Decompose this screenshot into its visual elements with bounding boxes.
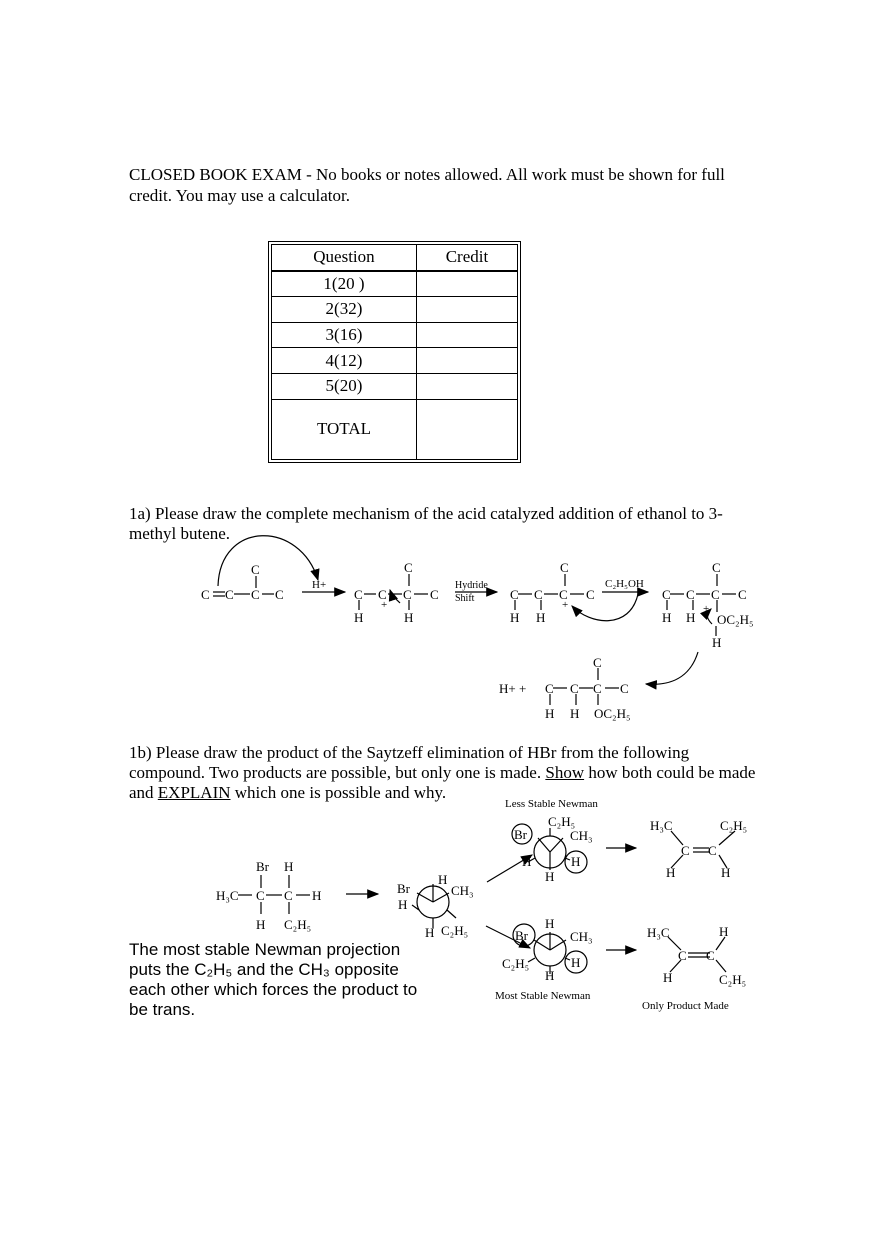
ethoxy-label: OC₂H₅ xyxy=(594,706,631,721)
atom-label: H xyxy=(312,888,322,903)
atom-label: CH₃ xyxy=(570,929,593,944)
newman-explanation: The most stable Newman projection puts the C₂H₅ and the CH₃ opposite each other which forces the product to be trans. xyxy=(129,940,418,1019)
atom-label: Br xyxy=(514,827,527,842)
atom-label: C xyxy=(256,888,265,903)
hplus-byproduct: H+ + xyxy=(499,681,527,696)
atom-label: H xyxy=(510,610,520,625)
atom-label: C xyxy=(545,681,554,696)
atom-label: C xyxy=(251,562,260,577)
atom-label: H xyxy=(256,917,266,932)
atom-label: H xyxy=(662,610,672,625)
show-emphasis: Show xyxy=(545,763,585,782)
atom-label: C xyxy=(706,948,715,963)
atom-label: H xyxy=(284,859,294,874)
charge-plus: + xyxy=(703,603,710,615)
atom-label: H xyxy=(686,610,696,625)
header-credit: Credit xyxy=(416,245,517,271)
question-1: 1(20 ) xyxy=(272,271,417,297)
ethanol-reagent: C₂H₅OH xyxy=(605,578,644,590)
atom-label: C xyxy=(201,587,210,602)
only-product-label: Only Product Made xyxy=(642,1000,729,1012)
hydride-label: Hydride xyxy=(455,580,488,591)
atom-label: C xyxy=(510,587,519,602)
atom-label: H xyxy=(666,865,676,880)
ethoxy-label: OC₂H₅ xyxy=(717,612,754,627)
atom-label: C xyxy=(403,587,412,602)
header-question: Question xyxy=(272,245,417,271)
atom-label: C xyxy=(560,560,569,575)
atom-label: C xyxy=(378,587,387,602)
atom-label: H xyxy=(719,924,729,939)
less-stable-label: Less Stable Newman xyxy=(505,798,598,810)
atom-label: H xyxy=(570,706,580,721)
atom-label: C xyxy=(662,587,671,602)
atom-label: C xyxy=(711,587,720,602)
atom-label: C xyxy=(251,587,260,602)
atom-label: H xyxy=(425,925,435,940)
atom-label: H xyxy=(404,610,414,625)
shift-label: Shift xyxy=(455,593,475,604)
atom-label: H xyxy=(712,635,722,650)
atom-label: C xyxy=(686,587,695,602)
atom-label: C₂H₅ xyxy=(548,814,576,829)
atom-label: C₂H₅ xyxy=(720,818,748,833)
atom-label: C xyxy=(738,587,747,602)
atom-label: H₃C xyxy=(216,888,239,903)
atom-label: Br xyxy=(515,928,528,943)
atom-label: C xyxy=(534,587,543,602)
atom-label: C xyxy=(225,587,234,602)
atom-label: H xyxy=(721,865,731,880)
question-1a-text: 1a) Please draw the complete mechanism of the acid catalyzed addition of ethanol to 3-methyl butene. xyxy=(129,504,723,543)
question-4: 4(12) xyxy=(272,348,417,374)
atom-label: H xyxy=(536,610,546,625)
atom-label: C xyxy=(404,560,413,575)
question-5: 5(20) xyxy=(272,373,417,399)
atom-label: C xyxy=(678,948,687,963)
atom-label: H xyxy=(571,854,581,869)
atom-label: C xyxy=(708,843,717,858)
atom-label: C xyxy=(586,587,595,602)
atom-label: C₂H₅ xyxy=(441,923,469,938)
atom-label: H xyxy=(438,872,448,887)
atom-label: Br xyxy=(397,881,410,896)
atom-label: H xyxy=(545,968,555,983)
explain-emphasis: EXPLAIN xyxy=(157,783,231,802)
atom-label: C₂H₅ xyxy=(502,956,530,971)
atom-label: C xyxy=(681,843,690,858)
atom-label: Br xyxy=(256,859,269,874)
atom-label: H xyxy=(663,970,673,985)
atom-label: H xyxy=(522,854,532,869)
atom-label: C xyxy=(275,587,284,602)
atom-label: C xyxy=(593,655,602,670)
atom-label: C xyxy=(430,587,439,602)
most-stable-label: Most Stable Newman xyxy=(495,990,591,1002)
atom-label: H xyxy=(545,706,555,721)
atom-label: C xyxy=(354,587,363,602)
atom-label: C₂H₅ xyxy=(284,917,312,932)
hplus-reagent: H+ xyxy=(312,579,327,591)
atom-label: C xyxy=(620,681,629,696)
atom-label: H xyxy=(545,916,555,931)
atom-label: C xyxy=(570,681,579,696)
atom-label: C xyxy=(559,587,568,602)
atom-label: C₂H₅ xyxy=(719,972,747,987)
question-3: 3(16) xyxy=(272,322,417,348)
charge-plus: + xyxy=(562,599,569,611)
atom-label: H xyxy=(545,869,555,884)
atom-label: C xyxy=(284,888,293,903)
atom-label: H₃C xyxy=(647,925,670,940)
atom-label: CH₃ xyxy=(570,828,593,843)
question-1b-text: 1b) Please draw the product of the Saytzeff elimination of HBr from the following compound. Two products are possible, but only one is made. Show how both could be made and EXPLAIN which one is possible and why. xyxy=(129,743,756,802)
atom-label: H xyxy=(398,897,408,912)
atom-label: C xyxy=(593,681,602,696)
exam-instructions: CLOSED BOOK EXAM - No books or notes allowed. All work must be shown for full credit. You may use a calculator. xyxy=(129,165,725,205)
total-label: TOTAL xyxy=(272,399,417,459)
atom-label: C xyxy=(712,560,721,575)
atom-label: H xyxy=(354,610,364,625)
atom-label: H₃C xyxy=(650,818,673,833)
charge-plus: + xyxy=(381,599,388,611)
atom-label: H xyxy=(571,955,581,970)
question-2: 2(32) xyxy=(272,297,417,323)
atom-label: CH₃ xyxy=(451,883,474,898)
